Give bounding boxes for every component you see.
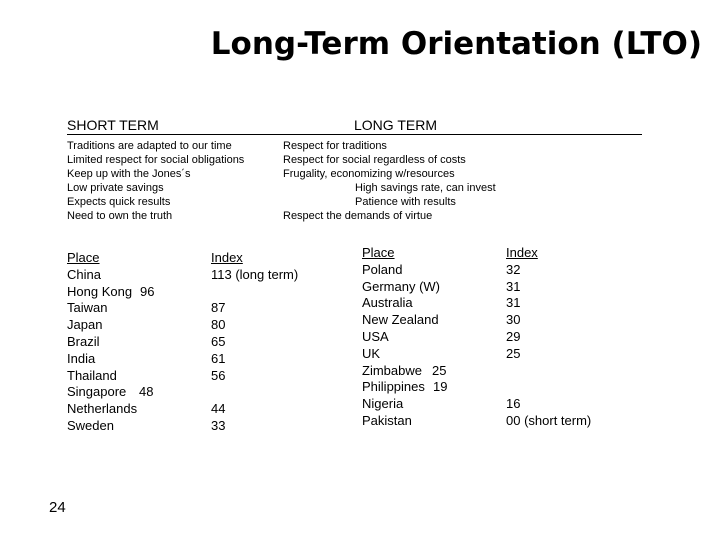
table-row xyxy=(67,384,327,401)
table-header xyxy=(67,250,327,267)
place-name: Singapore xyxy=(67,384,127,400)
place-name: UK xyxy=(362,345,381,361)
place-name: New Zealand xyxy=(362,312,439,328)
long-term-trait: Respect the demands of virtue xyxy=(283,210,433,222)
place-name: Japan xyxy=(67,317,103,333)
page-number: 24 xyxy=(49,499,66,516)
table-row xyxy=(362,312,662,329)
index-value: 29 xyxy=(506,328,521,344)
index-value: 16 xyxy=(506,396,521,412)
place-name: Brazil xyxy=(67,333,100,349)
place-name: Philippines xyxy=(362,379,425,395)
index-value: 25 xyxy=(432,362,447,378)
comparison-row xyxy=(67,139,627,153)
index-value: 80 xyxy=(211,317,226,333)
place-name: USA xyxy=(362,328,389,344)
index-value: 30 xyxy=(506,312,521,328)
place-name: Nigeria xyxy=(362,396,404,412)
place-name: China xyxy=(67,266,101,282)
long-term-trait: High savings rate, can invest xyxy=(355,182,496,194)
place-name: Netherlands xyxy=(67,401,138,417)
place-name: Zimbabwe xyxy=(362,362,422,378)
table-row xyxy=(67,351,327,368)
short-term-index-table xyxy=(362,245,662,430)
index-value: 44 xyxy=(211,401,226,417)
index-value: 33 xyxy=(211,417,226,433)
short-term-trait: Low private savings xyxy=(67,182,164,194)
short-term-trait: Keep up with the Jones´s xyxy=(67,168,191,180)
table-row xyxy=(362,262,662,279)
place-name: Poland xyxy=(362,261,403,277)
place-name: Germany (W) xyxy=(362,278,440,294)
index-value: 48 xyxy=(139,384,154,400)
long-term-trait: Respect for traditions xyxy=(283,140,387,152)
place-name: Sweden xyxy=(67,417,114,433)
comparison-header xyxy=(67,117,642,135)
short-term-trait: Limited respect for social obligations xyxy=(67,154,245,166)
place-name: Thailand xyxy=(67,367,117,383)
table-header xyxy=(362,245,662,262)
index-value: 00 (short term) xyxy=(506,412,592,428)
short-term-trait: Traditions are adapted to our time xyxy=(67,140,232,152)
long-term-trait: Patience with results xyxy=(355,196,456,208)
table-row xyxy=(362,379,662,396)
table-row xyxy=(362,413,662,430)
short-term-trait: Expects quick results xyxy=(67,196,171,208)
table-row xyxy=(67,401,327,418)
index-value: 31 xyxy=(506,278,521,294)
place-name: India xyxy=(67,350,96,366)
comparison-row xyxy=(67,181,627,195)
index-value: 113 (long term) xyxy=(211,266,299,282)
table-row xyxy=(67,284,327,301)
index-value: 32 xyxy=(506,261,521,277)
long-term-index-table xyxy=(67,250,327,435)
table-row xyxy=(362,363,662,380)
index-value: 56 xyxy=(211,367,226,383)
place-name: Pakistan xyxy=(362,412,412,428)
table-row xyxy=(362,279,662,296)
place-name: Australia xyxy=(362,295,413,311)
table-row xyxy=(67,300,327,317)
place-header: Place xyxy=(362,245,395,260)
table-row xyxy=(67,317,327,334)
index-value: 87 xyxy=(211,300,226,316)
index-header: Index xyxy=(211,250,243,265)
table-row xyxy=(67,267,327,284)
long-term-trait: Frugality, economizing w/resources xyxy=(283,168,455,180)
index-value: 65 xyxy=(211,333,226,349)
comparison-list xyxy=(67,139,627,223)
comparison-row xyxy=(67,153,627,167)
place-name: Hong Kong xyxy=(67,283,133,299)
long-term-trait: Respect for social regardless of costs xyxy=(283,154,466,166)
slide-title: Long-Term Orientation (LTO) xyxy=(210,26,702,62)
index-value: 25 xyxy=(506,345,521,361)
comparison-row xyxy=(67,209,627,223)
short-term-trait: Need to own the truth xyxy=(67,210,173,222)
comparison-row xyxy=(67,195,627,209)
index-value: 96 xyxy=(140,283,155,299)
index-header: Index xyxy=(506,245,538,260)
table-row xyxy=(67,368,327,385)
index-value: 19 xyxy=(433,379,448,395)
table-row xyxy=(362,329,662,346)
place-header: Place xyxy=(67,250,100,265)
table-row xyxy=(362,396,662,413)
index-value: 31 xyxy=(506,295,521,311)
index-value: 61 xyxy=(211,350,226,366)
table-row xyxy=(362,295,662,312)
long-term-label: LONG TERM xyxy=(354,117,437,133)
table-row xyxy=(67,334,327,351)
comparison-row xyxy=(67,167,627,181)
short-term-label: SHORT TERM xyxy=(67,117,159,133)
table-row xyxy=(362,346,662,363)
place-name: Taiwan xyxy=(67,300,108,316)
table-row xyxy=(67,418,327,435)
